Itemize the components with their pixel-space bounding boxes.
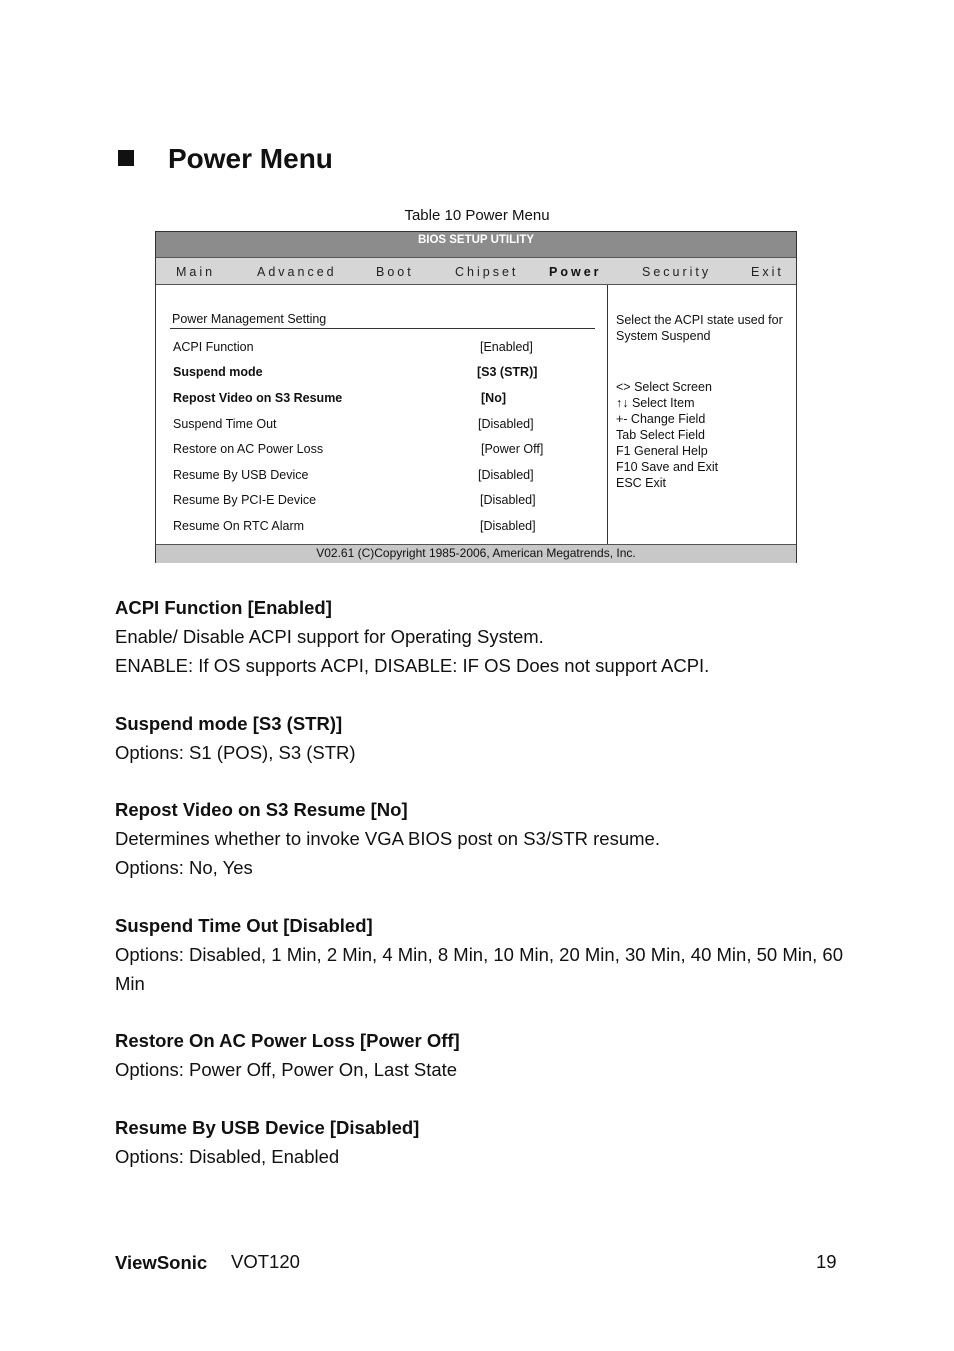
- bios-row-label[interactable]: Suspend Time Out: [173, 417, 277, 431]
- bios-row-value[interactable]: [Disabled]: [480, 493, 536, 507]
- bios-help-text: Select the ACPI state used for System Suspend: [616, 313, 783, 343]
- help-key-exit: ESC Exit: [616, 476, 667, 490]
- bios-row-label[interactable]: Resume By USB Device: [173, 468, 309, 482]
- bios-screenshot: [155, 231, 797, 563]
- desc-repost-video: [115, 795, 845, 882]
- bios-row-value[interactable]: [Disabled]: [480, 519, 536, 533]
- bullet-square-icon: [118, 150, 134, 166]
- bios-row-label[interactable]: ACPI Function: [173, 340, 254, 354]
- help-key-select-item: ↑↓ Select Item: [616, 396, 695, 410]
- desc-heading: Resume By USB Device [Disabled]: [115, 1117, 420, 1138]
- bios-menu-boot[interactable]: Boot: [376, 265, 414, 279]
- desc-line: Options: Disabled, 1 Min, 2 Min, 4 Min, 8 Min, 10 Min, 20 Min, 30 Min, 40 Min, 50 Min, 60 Min: [115, 944, 843, 994]
- desc-suspend-timeout: [115, 911, 845, 998]
- bios-title: BIOS SETUP UTILITY: [156, 232, 796, 258]
- desc-line: Options: No, Yes: [115, 857, 253, 878]
- desc-heading: Repost Video on S3 Resume [No]: [115, 799, 408, 820]
- bios-menu-exit[interactable]: Exit: [751, 265, 784, 279]
- desc-acpi-function: [115, 593, 845, 680]
- bios-row-value[interactable]: [S3 (STR)]: [477, 365, 538, 379]
- table-caption: Table 10 Power Menu: [404, 207, 550, 224]
- footer-model: VOT120: [231, 1251, 300, 1272]
- help-key-select-screen: <> Select Screen: [616, 380, 712, 394]
- desc-line: Determines whether to invoke VGA BIOS post on S3/STR resume.: [115, 828, 660, 849]
- bios-row-value[interactable]: [No]: [481, 391, 506, 405]
- bios-menu-chipset[interactable]: Chipset: [455, 265, 519, 279]
- bios-panel-divider: [607, 285, 608, 544]
- desc-line: ENABLE: If OS supports ACPI, DISABLE: IF OS Does not support ACPI.: [115, 655, 710, 676]
- desc-line: Options: Disabled, Enabled: [115, 1146, 340, 1167]
- section-rule: [170, 328, 595, 329]
- help-key-general-help: F1 General Help: [616, 444, 708, 458]
- bios-copyright: V02.61 (C)Copyright 1985-2006, American Megatrends, Inc.: [156, 544, 796, 563]
- bios-row-label[interactable]: Restore on AC Power Loss: [173, 442, 324, 456]
- desc-heading: Suspend mode [S3 (STR)]: [115, 713, 343, 734]
- desc-restore-ac-power: [115, 1026, 845, 1084]
- desc-heading: Suspend Time Out [Disabled]: [115, 915, 373, 936]
- desc-line: Options: S1 (POS), S3 (STR): [115, 742, 356, 763]
- page-number: 19: [816, 1251, 837, 1272]
- desc-suspend-mode: [115, 709, 845, 767]
- bios-row-value[interactable]: [Enabled]: [480, 340, 533, 354]
- bios-menu-advanced[interactable]: Advanced: [257, 265, 337, 279]
- bios-row-label[interactable]: Suspend mode: [173, 365, 263, 379]
- bios-row-label[interactable]: Resume By PCI-E Device: [173, 493, 317, 507]
- bios-menu-power[interactable]: Power: [549, 265, 602, 279]
- bios-menu-security[interactable]: Security: [642, 265, 712, 279]
- bios-row-label[interactable]: Repost Video on S3 Resume: [173, 391, 343, 405]
- bios-row-value[interactable]: [Disabled]: [478, 468, 534, 482]
- bios-row-label[interactable]: Resume On RTC Alarm: [173, 519, 305, 533]
- desc-resume-usb: [115, 1113, 845, 1171]
- bios-menubar: [156, 258, 796, 285]
- bios-row-value[interactable]: [Disabled]: [478, 417, 534, 431]
- desc-line: Options: Power Off, Power On, Last State: [115, 1059, 458, 1080]
- bios-section-title: Power Management Setting: [172, 312, 327, 326]
- bios-menu-main[interactable]: Main: [176, 265, 216, 279]
- help-key-change-field: +- Change Field: [616, 412, 706, 426]
- help-key-select-field: Tab Select Field: [616, 428, 705, 442]
- footer-brand: ViewSonic: [115, 1252, 208, 1273]
- page-title: Power Menu: [168, 143, 333, 174]
- desc-line: Enable/ Disable ACPI support for Operating System.: [115, 626, 544, 647]
- desc-heading: Restore On AC Power Loss [Power Off]: [115, 1030, 460, 1051]
- help-key-save-exit: F10 Save and Exit: [616, 460, 719, 474]
- bios-help-keys: [616, 379, 718, 491]
- bios-row-value[interactable]: [Power Off]: [481, 442, 544, 456]
- desc-heading: ACPI Function [Enabled]: [115, 597, 332, 618]
